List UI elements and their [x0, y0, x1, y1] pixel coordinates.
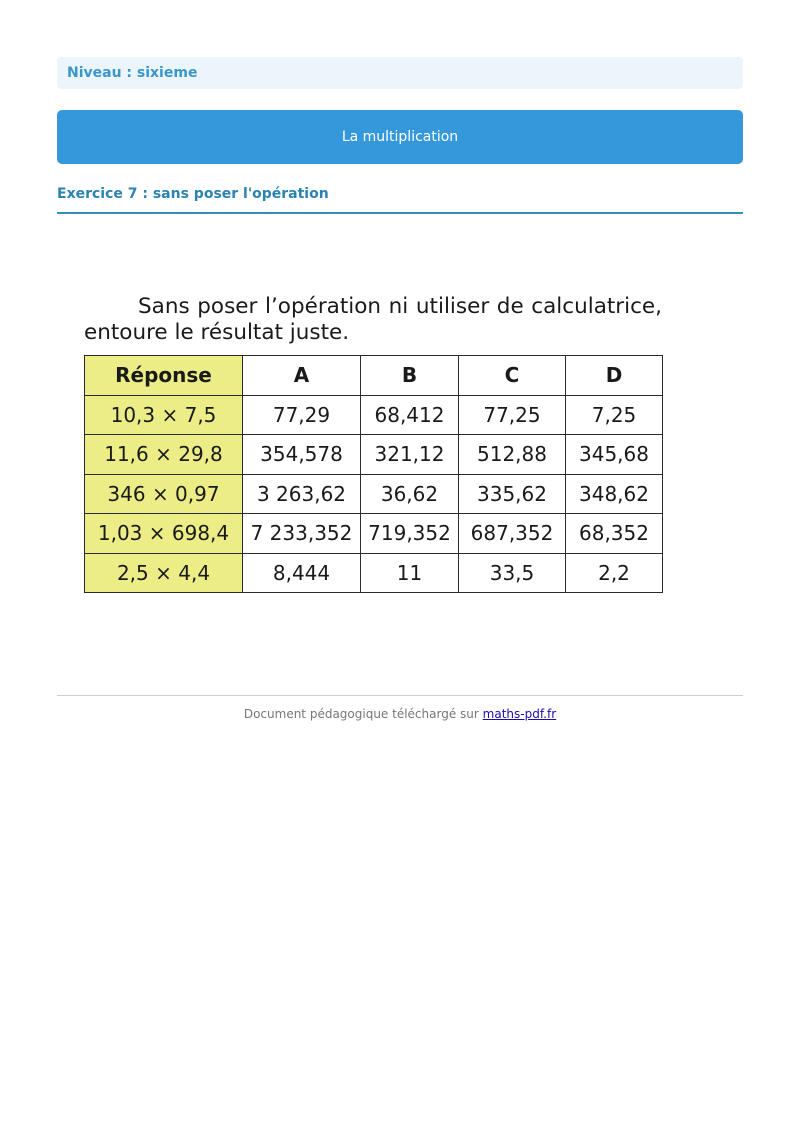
header-cell-b: B	[361, 356, 459, 396]
answer-cell-b[interactable]: 11	[361, 553, 459, 593]
answer-cell-a[interactable]: 3 263,62	[243, 474, 361, 514]
footer-link[interactable]: maths-pdf.fr	[482, 707, 557, 721]
operation-cell: 10,3 × 7,5	[85, 395, 243, 435]
operation-cell: 1,03 × 698,4	[85, 514, 243, 554]
table-row	[85, 395, 663, 435]
header-cell-a: A	[243, 356, 361, 396]
table-row	[85, 474, 663, 514]
operation-cell: 346 × 0,97	[85, 474, 243, 514]
header-cell-c: C	[459, 356, 566, 396]
exercise-instruction	[84, 294, 662, 346]
answer-cell-b[interactable]: 321,12	[361, 435, 459, 475]
answer-cell-a[interactable]: 8,444	[243, 553, 361, 593]
operation-cell: 2,5 × 4,4	[85, 553, 243, 593]
page-title: La multiplication	[341, 129, 459, 145]
answer-cell-c[interactable]: 687,352	[459, 514, 566, 554]
answer-cell-d[interactable]: 7,25	[566, 395, 663, 435]
answer-cell-a[interactable]: 7 233,352	[243, 514, 361, 554]
footer-divider	[57, 695, 743, 696]
answer-cell-d[interactable]: 348,62	[566, 474, 663, 514]
footer-text: Document pédagogique téléchargé sur	[243, 707, 479, 721]
answer-cell-d[interactable]: 2,2	[566, 553, 663, 593]
answer-cell-c[interactable]: 33,5	[459, 553, 566, 593]
table-row	[85, 553, 663, 593]
answer-cell-d[interactable]: 345,68	[566, 435, 663, 475]
answer-cell-a[interactable]: 77,29	[243, 395, 361, 435]
answer-cell-b[interactable]: 719,352	[361, 514, 459, 554]
answer-cell-b[interactable]: 68,412	[361, 395, 459, 435]
operation-cell: 11,6 × 29,8	[85, 435, 243, 475]
answer-cell-d[interactable]: 68,352	[566, 514, 663, 554]
answer-cell-b[interactable]: 36,62	[361, 474, 459, 514]
footer	[57, 707, 743, 721]
exercise-heading: Exercice 7 : sans poser l'opération	[57, 186, 743, 214]
level-banner	[57, 57, 743, 89]
answer-cell-a[interactable]: 354,578	[243, 435, 361, 475]
exercise-figure	[84, 294, 664, 604]
table-row	[85, 435, 663, 475]
header-cell-reponse: Réponse	[85, 356, 243, 396]
level-label: Niveau : sixieme	[67, 65, 198, 81]
answer-cell-c[interactable]: 512,88	[459, 435, 566, 475]
answer-table	[84, 355, 663, 593]
title-banner	[57, 110, 743, 164]
instruction-line-1: Sans poser l’opération ni utiliser de calculatrice,	[138, 294, 662, 319]
header-cell-d: D	[566, 356, 663, 396]
table-header-row	[85, 356, 663, 396]
table-row	[85, 514, 663, 554]
instruction-line-2: entoure le résultat juste.	[84, 320, 350, 345]
answer-cell-c[interactable]: 77,25	[459, 395, 566, 435]
answer-cell-c[interactable]: 335,62	[459, 474, 566, 514]
